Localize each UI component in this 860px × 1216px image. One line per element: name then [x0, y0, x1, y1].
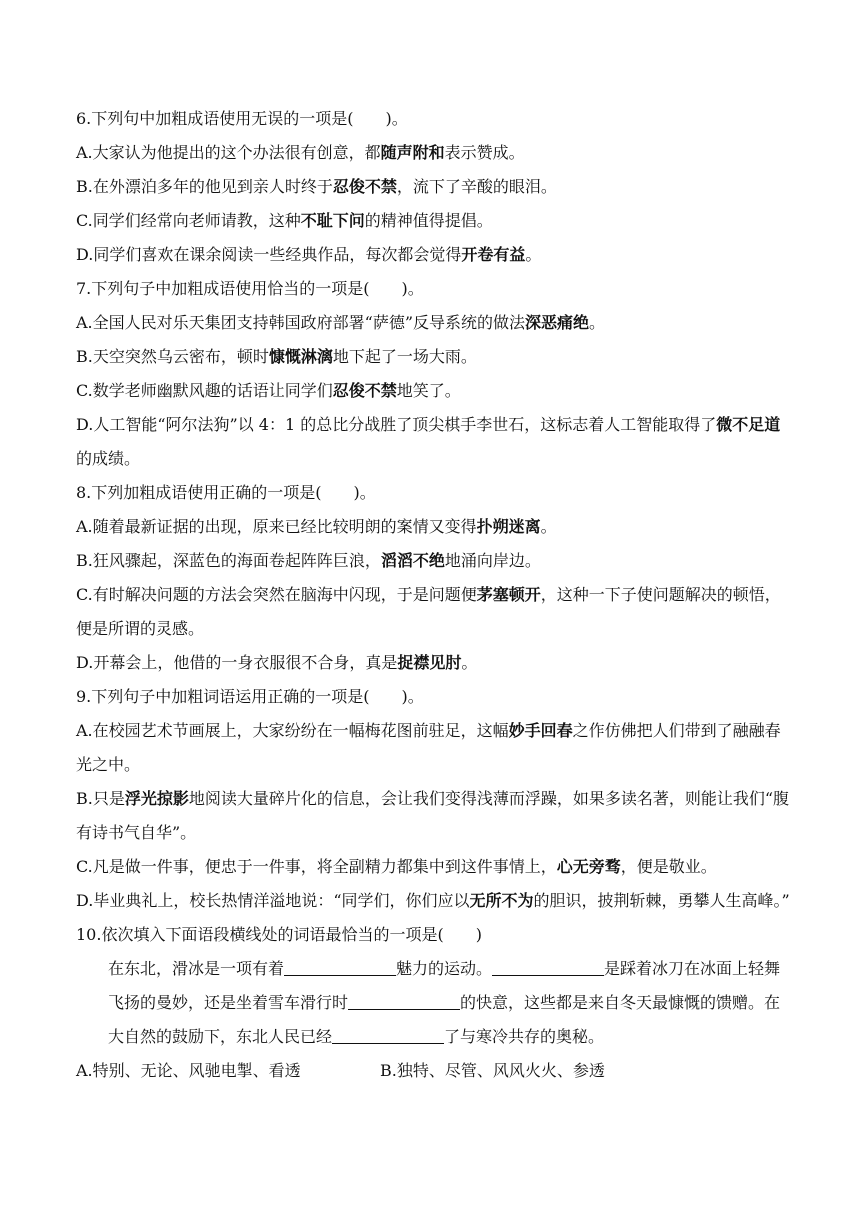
- fill-blank-2: [492, 957, 604, 976]
- q9-option-c: C.凡是做一件事，便忠于一件事，将全副精力都集中到这件事情上，心无旁骛，便是敬业。: [76, 857, 717, 876]
- q9-a-idiom: 妙手回春: [508, 721, 573, 740]
- q7-stem: 7.下列句子中加粗成语使用恰当的一项是( )。: [76, 279, 424, 298]
- q10-option-a: A.特别、无论、风驰电掣、看透: [76, 1061, 301, 1080]
- q9-c-idiom: 心无旁骛: [556, 857, 621, 876]
- q7-b-idiom: 慷慨淋漓: [268, 347, 333, 366]
- q8-option-a: A.随着最新证据的出现，原来已经比较明朗的案情又变得扑朔迷离。: [76, 517, 557, 536]
- q9-option-a: A.在校园艺术节画展上，大家纷纷在一幅梅花图前驻足，这幅妙手回春之作仿佛把人们带到了融融春光之中。: [76, 721, 781, 774]
- q6-c-idiom: 不耻下问: [300, 211, 365, 230]
- q7-c-idiom: 忍俊不禁: [332, 381, 397, 400]
- q8-a-idiom: 扑朔迷离: [476, 517, 541, 536]
- q9-option-d: D.毕业典礼上，校长热情洋溢地说：“同学们，你们应以无所不为的胆识，披荆斩棘，勇攀人生高峰。”: [76, 891, 790, 910]
- q8-option-d: D.开幕会上，他借的一身衣服很不合身，真是捉襟见肘。: [76, 653, 478, 672]
- q6-option-a: A.大家认为他提出的这个办法很有创意，都随声附和表示赞成。: [76, 143, 525, 162]
- q9-option-b: B.只是浮光掠影地阅读大量碎片化的信息，会让我们变得浅薄而浮躁，如果多读名著，则能让我们“腹有诗书气自华”。: [76, 789, 790, 842]
- exam-page: [76, 102, 792, 1088]
- q7-a-idiom: 深恶痛绝: [525, 313, 590, 332]
- q9-stem: 9.下列句子中加粗词语运用正确的一项是( )。: [76, 687, 424, 706]
- q10-passage: 在东北，滑冰是一项有着 魅力的运动。 是踩着冰刀在冰面上轻舞飞扬的曼妙，还是坐着雪车滑行时 的快意，这些都是来自冬天最慷慨的馈赠。在大自然的鼓励下，东北人民已经 了与寒冷共存的奥秘。: [108, 959, 781, 1046]
- q7-option-d: D.人工智能“阿尔法狗”以 4：1 的总比分战胜了顶尖棋手李世石，这标志着人工智能取得了微不足道的成绩。: [76, 415, 781, 468]
- q6-a-idiom: 随声附和: [380, 143, 445, 162]
- q7-option-c: C.数学老师幽默风趣的话语让同学们忍俊不禁地笑了。: [76, 381, 461, 400]
- q9-b-idiom: 浮光掠影: [124, 789, 189, 808]
- q6-b-idiom: 忍俊不禁: [332, 177, 397, 196]
- fill-blank-4: [332, 1025, 444, 1044]
- q7-option-b: B.天空突然乌云密布，顿时慷慨淋漓地下起了一场大雨。: [76, 347, 477, 366]
- q10-option-b: B.独特、尽管、风风火火、参透: [380, 1061, 605, 1080]
- q10-stem: 10.依次填入下面语段横线处的词语最恰当的一项是( ): [76, 925, 482, 944]
- q8-d-idiom: 捉襟见肘: [397, 653, 462, 672]
- q6-option-c: C.同学们经常向老师请教，这种不耻下问的精神值得提倡。: [76, 211, 493, 230]
- q8-stem: 8.下列加粗成语使用正确的一项是( )。: [76, 483, 376, 502]
- q7-d-idiom: 微不足道: [716, 415, 781, 434]
- q8-option-b: B.狂风骤起，深蓝色的海面卷起阵阵巨浪，滔滔不绝地涌向岸边。: [76, 551, 541, 570]
- q7-option-a: A.全国人民对乐天集团支持韩国政府部署“萨德”反导系统的做法深恶痛绝。: [76, 313, 606, 332]
- q8-option-c: C.有时解决问题的方法会突然在脑海中闪现，于是问题便茅塞顿开，这种一下子使问题解决的顿悟，便是所谓的灵感。: [76, 585, 781, 638]
- q6-stem: 6.下列句中加粗成语使用无误的一项是( )。: [76, 109, 408, 128]
- fill-blank-1: [284, 957, 396, 976]
- q10-options-row: [76, 1054, 792, 1088]
- q6-option-d: D.同学们喜欢在课余阅读一些经典作品，每次都会觉得开卷有益。: [76, 245, 542, 264]
- q9-d-idiom: 无所不为: [469, 891, 534, 910]
- q6-d-idiom: 开卷有益: [461, 245, 526, 264]
- fill-blank-3: [348, 991, 460, 1010]
- q6-option-b: B.在外漂泊多年的他见到亲人时终于忍俊不禁，流下了辛酸的眼泪。: [76, 177, 557, 196]
- q8-c-idiom: 茅塞顿开: [476, 585, 541, 604]
- q8-b-idiom: 滔滔不绝: [380, 551, 445, 570]
